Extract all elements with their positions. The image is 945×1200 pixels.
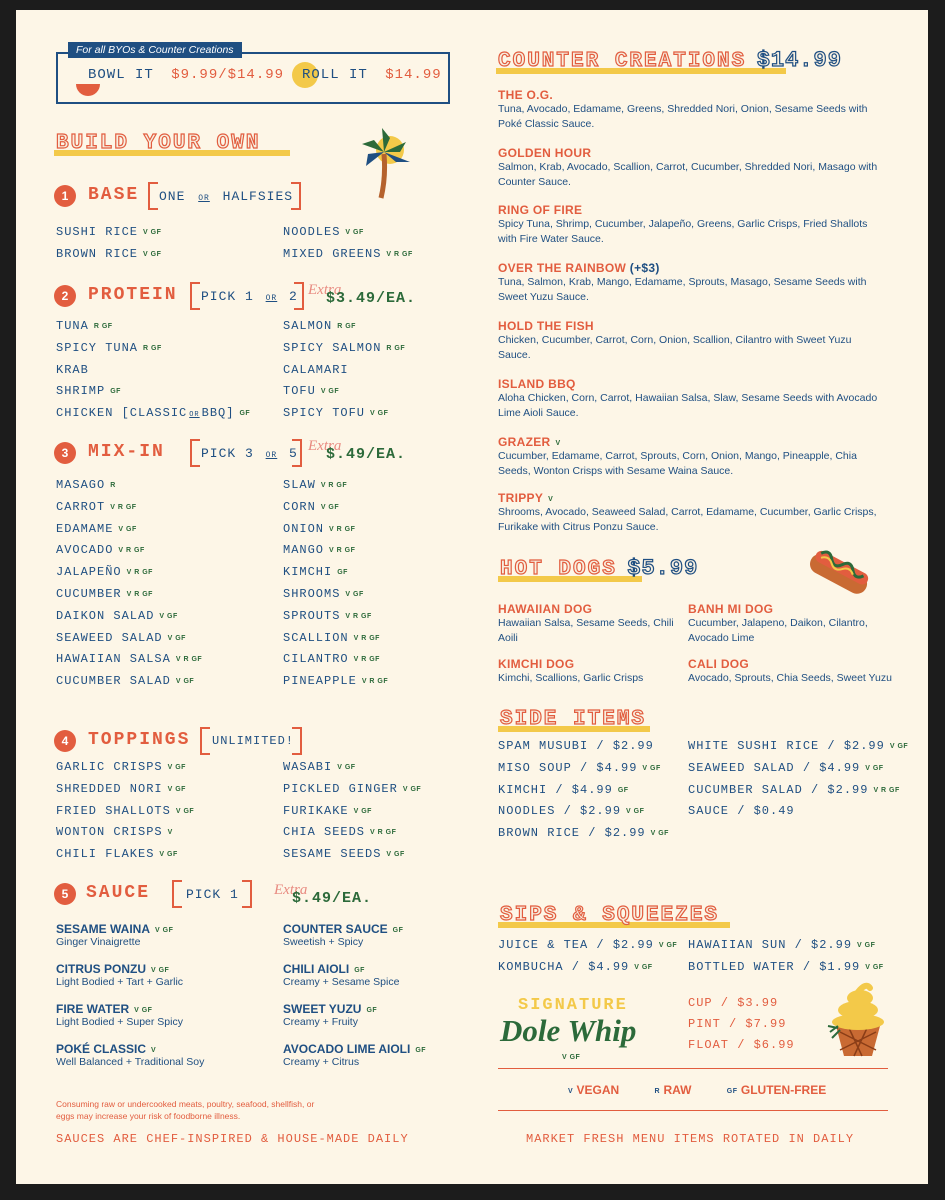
bracket-left — [190, 439, 200, 467]
sauce-item: CITRUS PONZU V GF Light Bodied + Tart + Garlic — [56, 962, 184, 988]
bowl-option — [88, 67, 284, 83]
hotdog-item: KIMCHI DOG Kimchi, Scallions, Garlic Crisps — [498, 657, 644, 684]
list-item: MASAGO R — [56, 478, 116, 492]
left-footer: SAUCES ARE CHEF-INSPIRED & HOUSE-MADE DAILY — [56, 1132, 409, 1146]
hotdogs-header — [500, 556, 698, 581]
bracket-left — [148, 182, 158, 210]
creation-item: ISLAND BBQ Aloha Chicken, Corn, Carrot, Hawaiian Salsa, Slaw, Sesame Seeds with Avocado Lime Aioli Sauce. — [498, 377, 878, 419]
list-item: SPICY TOFU V GF — [283, 406, 389, 421]
list-item: MISO SOUP / $4.99 V GF — [498, 760, 661, 775]
list-item: MANGO V R GF — [283, 543, 356, 558]
mixin-right-list — [283, 475, 388, 693]
disclaimer: Consuming raw or undercooked meats, poultry, seafood, shellfish, or eggs may increase your risk of foodborne illness. — [56, 1099, 315, 1121]
creation-item: HOLD THE FISH Chicken, Cucumber, Carrot, Corn, Onion, Scallion, Cilantro with Sweet Yuzu Sauce. — [498, 319, 852, 361]
legend-item: GF GLUTEN-FREE — [726, 1083, 827, 1097]
list-item: SHREDDED NORI V GF — [56, 781, 186, 796]
protein-right-list — [283, 316, 405, 425]
bracket-right — [242, 880, 252, 908]
creations-title: COUNTER CREATIONS — [498, 50, 747, 73]
list-item: FURIKAKE V GF — [283, 803, 372, 818]
divider — [498, 1068, 888, 1069]
dole-tags: V GF — [562, 1054, 581, 1061]
bowl-name: BOWL IT — [88, 67, 154, 83]
list-item: FLOAT / $6.99 — [688, 1037, 795, 1052]
list-item: JALAPEÑO V R GF — [56, 565, 153, 580]
list-item: SESAME SEEDS V GF — [283, 847, 405, 862]
list-item: TUNA R GF — [56, 319, 113, 333]
creations-header — [498, 48, 842, 73]
list-item: KOMBUCHA / $4.99 V GF — [498, 959, 653, 974]
list-item: CUCUMBER SALAD V GF — [56, 674, 195, 689]
list-item: SEAWEED SALAD V GF — [56, 630, 186, 645]
list-item: DAIKON SALAD V GF — [56, 608, 178, 623]
mixin-left-list — [56, 475, 202, 693]
list-item: WHITE SUSHI RICE / $2.99 V GF — [688, 739, 909, 753]
bracket-left — [172, 880, 182, 908]
creation-item: THE O.G. Tuna, Avocado, Edamame, Greens, Shredded Nori, Onion, Sesame Seeds with Poké Classic Sauce. — [498, 88, 868, 130]
sips-right-list — [688, 935, 884, 979]
list-item: AVOCADO V R GF — [56, 543, 145, 558]
pineapple-whip-icon — [822, 980, 892, 1060]
list-item: BROWN RICE V GF — [56, 246, 162, 261]
creation-item: RING OF FIRE Spicy Tuna, Shrimp, Cucumber, Jalapeño, Greens, Garlic Crisps, Fried Shallots with Fire Water Sauce. — [498, 203, 868, 245]
byo-title: BUILD YOUR OWN — [56, 132, 261, 155]
list-item: SHROOMS V GF — [283, 586, 364, 601]
list-item: WASABI V GF — [283, 760, 356, 774]
step-number: 3 — [54, 442, 76, 464]
list-item: KIMCHI GF — [283, 565, 348, 580]
step-number: 4 — [54, 730, 76, 752]
list-item: NOODLES / $2.99 V GF — [498, 804, 645, 819]
pick-b: HALFSIES — [222, 189, 294, 204]
list-item: GARLIC CRISPS V GF — [56, 760, 186, 774]
right-footer: MARKET FRESH MENU ITEMS ROTATED IN DAILY — [526, 1132, 855, 1146]
list-item: CILANTRO V R GF — [283, 652, 380, 667]
roll-option — [302, 67, 442, 83]
list-item: CUCUMBER V R GF — [56, 586, 153, 601]
legend-item: V VEGAN — [568, 1083, 620, 1097]
hotdogs-price: $5.99 — [627, 556, 699, 581]
list-item: CORN V GF — [283, 499, 340, 514]
list-item: HAWAIIAN SUN / $2.99 V GF — [688, 938, 876, 952]
list-item: KRAB — [56, 362, 89, 377]
list-item: SPICY SALMON R GF — [283, 340, 406, 355]
list-item: HAWAIIAN SALSA V R GF — [56, 652, 203, 667]
list-item: CALAMARI — [283, 362, 349, 377]
creations-price: $14.99 — [756, 48, 842, 73]
list-item: SALMON R GF — [283, 319, 356, 333]
signature-label: SIGNATURE — [518, 996, 628, 1015]
toppings-left-list — [56, 757, 194, 866]
sauce-item: SWEET YUZU GF Creamy + Fruity — [283, 1002, 378, 1028]
list-item: ONION V R GF — [283, 521, 356, 536]
protein-title: PROTEIN — [88, 285, 178, 305]
bracket-left — [190, 282, 200, 310]
creation-item: TRIPPY V Shrooms, Avocado, Seaweed Salad, Carrot, Edamame, Cucumber, Garlic Crisps, Furikake with Citrus Ponzu Sauce. — [498, 491, 877, 533]
list-item: KIMCHI / $4.99 GF — [498, 782, 629, 797]
sauce-left-list — [56, 922, 204, 1082]
bracket-right — [291, 182, 301, 210]
sips-title: SIPS & SQUEEZES — [500, 904, 720, 927]
sauce-item: AVOCADO LIME AIOLI GF Creamy + Citrus — [283, 1042, 427, 1068]
list-item: PICKLED GINGER V GF — [283, 781, 422, 796]
sides-right-list — [688, 736, 908, 823]
list-item: SPICY TUNA R GF — [56, 340, 162, 355]
list-item: CARROT V R GF — [56, 499, 137, 514]
diet-legend — [568, 1083, 826, 1097]
bowl-price: $9.99/$14.99 — [171, 67, 285, 83]
bracket-left — [200, 727, 210, 755]
bracket-right — [292, 727, 302, 755]
sauce-item: POKÉ CLASSIC V Well Balanced + Traditional Soy — [56, 1042, 205, 1068]
list-item: MIXED GREENS V R GF — [283, 246, 413, 261]
protein-pick: PICK 1 OR 2 — [201, 289, 298, 304]
list-item: SEAWEED SALAD / $4.99 V GF — [688, 760, 884, 775]
dole-sizes — [688, 993, 795, 1055]
sauce-right-list — [283, 922, 426, 1082]
sauce-title: SAUCE — [86, 883, 151, 903]
sauce-item: SESAME WAINA V GF Ginger Vinaigrette — [56, 922, 174, 948]
list-item: SCALLION V R GF — [283, 630, 380, 645]
step-number: 1 — [54, 185, 76, 207]
base-left-list — [56, 222, 161, 266]
sauce-pick: PICK 1 — [186, 887, 239, 902]
list-item: SPROUTS V R GF — [283, 608, 372, 623]
base-right-list — [283, 222, 413, 266]
list-item: NOODLES V GF — [283, 225, 364, 239]
list-item: SLAW V R GF — [283, 478, 348, 492]
hotdog-item: HAWAIIAN DOG Hawaiian Salsa, Sesame Seeds, Chili Aoili — [498, 602, 674, 644]
pick-a: ONE — [159, 189, 186, 204]
list-item: PINT / $7.99 — [688, 1016, 787, 1031]
sauce-item: CHILI AIOLI GF Creamy + Sesame Spice — [283, 962, 400, 988]
hotdogs-title: HOT DOGS — [500, 558, 617, 581]
list-item: BROWN RICE / $2.99 V GF — [498, 826, 669, 841]
list-item: SPAM MUSUBI / $2.99 — [498, 739, 654, 753]
toppings-right-list — [283, 757, 421, 866]
sauce-item: FIRE WATER V GF Light Bodied + Super Spicy — [56, 1002, 183, 1028]
list-item: CUCUMBER SALAD / $2.99 V R GF — [688, 782, 900, 797]
list-item: CHIA SEEDS V R GF — [283, 825, 397, 840]
list-item: PINEAPPLE V R GF — [283, 674, 389, 689]
list-item: CHILI FLAKES V GF — [56, 847, 178, 862]
base-pick — [159, 189, 293, 204]
bracket-right — [294, 282, 304, 310]
creations-list — [498, 88, 878, 547]
divider — [498, 1110, 888, 1111]
hotdog-item: CALI DOG Avocado, Sprouts, Chia Seeds, Sweet Yuzu — [688, 657, 892, 684]
sides-title: SIDE ITEMS — [500, 708, 647, 731]
list-item: EDAMAME V GF — [56, 521, 137, 536]
base-title: BASE — [88, 185, 140, 205]
roll-name: ROLL IT — [302, 67, 368, 83]
banner-label: For all BYOs & Counter Creations — [68, 42, 242, 58]
creation-item: GRAZER V Cucumber, Edamame, Carrot, Sprouts, Corn, Onion, Mango, Pineapple, Chia Seeds, Wonton Crisps with Sesame Waina Sauce. — [498, 435, 857, 477]
list-item: CUP / $3.99 — [688, 996, 779, 1010]
sips-left-list — [498, 935, 677, 979]
pick-or: OR — [198, 194, 210, 203]
list-item: TOFU V GF — [283, 384, 340, 399]
list-item: SAUCE / $0.49 — [688, 804, 795, 819]
roll-price: $14.99 — [385, 67, 442, 83]
mixin-pick: PICK 3 OR 5 — [201, 446, 298, 461]
menu-page: For all BYOs & Counter Creations BOWL IT $9.99/$14.99 ROLL IT $14.99 BUILD YOUR OWN 1 BASE ONE OR HALFSIES SUSHI RICE V GF BROWN RICE V GF NOODLES V GF MIXED GREENS V R GF 2 PROTEIN PICK 1 OR 2 Extra $3.49/EA. TUNA R GF SPICY TUNA R GF KRAB SHRIMP GF CHICKEN [CLASSIC OR BBQ] GF SALMON R GF SPICY SALMON R GF CALAMARI TOFU V GF SPICY TOFU V GF 3 MIX-IN PICK 3 OR 5 Extra $.49/EA. MASAGO R CARROT V R GF EDAMAME V GF AVOCADO V R GF JALAPEÑO V R GF CUCUMBER V R GF DAIKON SALAD V GF SEAWEED SALAD V GF HAWAIIAN SALSA V R GF CUCUMBER SALAD V GF SLAW V R GF CORN V GF ONION V R GF MANGO V R GF KIMCHI GF SHROOMS V GF SPROUTS V R GF SCALLION V R GF CILANTRO V R GF PINEAPPLE V R GF 4 TOPPINGS UNLIMITED! GARLIC CRISPS V GF SHREDDED NORI V GF FRIED SHALLOTS V GF WONTON CRISPS V CHILI FLAKES V GF WASABI V GF PICKLED GINGER V GF FURIKAKE V GF CHIA SEEDS V R GF SESAME SEEDS V GF 5 SAUCE PICK 1 Extra $.49/EA. SESAME WAINA V GF Ginger Vinaigrette CITRUS PONZU V GF Light Bodied + Tart + Garlic FIRE WATER V GF Light Bodied + Super Spicy POKÉ CLASSIC V Well Balanced + Traditional Soy COUNTER SAUCE GF Sweetish + Spicy CHILI AIOLI GF Creamy + Sesame Spice SWEET YUZU GF Creamy + Fruity AVOCADO LIME AIOLI GF Creamy + Citrus Consuming raw or undercooked meats, poultry, seafood, shellfish, or eggs may increase your risk of foodborne illness. SAUCES ARE CHEF-INSPIRED & HOUSE-MADE DAILY COUNTER CREATIONS $14.99 THE O.G. Tuna, Avocado, Edamame, Greens, Shredded Nori, Onion, Sesame Seeds with Poké Classic Sauce. GOLDEN HOUR Salmon, Krab, Avocado, Scallion, Carrot, Cucumber, Shredded Nori, Masago with Counter Sauce. RING OF FIRE Spicy Tuna, Shrimp, Cucumber, Jalapeño, Greens, Garlic Crisps, Fried Shallots with Fire Water Sauce. OVER THE RAINBOW (+$3) Tuna, Salmon, Krab, Mango, Edamame, Sprouts, Masago, Sesame Seeds with Sweet Yuzu Sauce. HOLD THE FISH Chicken, Cucumber, Carrot, Corn, Onion, Scallion, Cilantro with Sweet Yuzu Sauce. ISLAND BBQ Aloha Chicken, Corn, Carrot, Hawaiian Salsa, Slaw, Sesame Seeds with Avocado Lime Aioli Sauce. GRAZER V Cucumber, Edamame, Carrot, Sprouts, Corn, Onion, Mango, Pineapple, Chia Seeds, Wonton Crisps with Sesame Waina Sauce. TRIPPY V Shrooms, Avocado, Seaweed Salad, Carrot, Edamame, Cucumber, Garlic Crisps, Furikake with Citrus Ponzu Sauce. HOT DOGS $5.99 HAWAIIAN DOG Hawaiian Salsa, Sesame Seeds, Chili Aoili BANH MI DOG Cucumber, Jalapeno, Daikon, Cilantro, Avocado Lime KIMCHI DOG Kimchi, Scallions, Garlic Crisps CALI DOG Avocado, Sprouts, Chia Seeds, Sweet Yuzu SIDE ITEMS SPAM MUSUBI / $2.99 MISO SOUP / $4.99 V GF KIMCHI / $4.99 GF NOODLES / $2.99 V GF BROWN RICE / $2.99 V GF WHITE SUSHI RICE / $2.99 V GF SEAWEED SALAD / $4.99 V GF CUCUMBER SALAD / $2.99 V R GF SAUCE / $0.49 SIPS & SQUEEZES JUICE & TEA / $2.99 V GF KOMBUCHA / $4.99 V GF HAWAIIAN SUN / $2.99 V GF BOTTLED WATER / $1.99 V GF SIGNATURE Dole Whip V GF CUP / $3.99 PINT / $7.99 FLOAT / $6.99 V VEGAN R RAW GF GLUTEN-FREE MARKET FRESH MENU ITEMS ROTATED IN DAILY — [16, 10, 928, 1184]
step-number: 5 — [54, 883, 76, 905]
list-item: JUICE & TEA / $2.99 V GF — [498, 938, 678, 952]
protein-left-list — [56, 316, 250, 426]
creation-item: OVER THE RAINBOW (+$3) Tuna, Salmon, Krab, Mango, Edamame, Sprouts, Masago, Sesame Seeds with Sweet Yuzu Sauce. — [498, 261, 867, 303]
bracket-right — [292, 439, 302, 467]
toppings-title: TOPPINGS — [88, 730, 191, 750]
list-item: WONTON CRISPS V — [56, 825, 173, 840]
step-number: 2 — [54, 285, 76, 307]
list-item: SHRIMP GF — [56, 384, 121, 399]
palm-tree-icon — [356, 122, 420, 202]
hotdog-item: BANH MI DOG Cucumber, Jalapeno, Daikon, Cilantro, Avocado Lime — [688, 602, 868, 644]
dole-whip-logo: Dole Whip — [500, 1013, 637, 1048]
sauce-item: COUNTER SAUCE GF Sweetish + Spicy — [283, 922, 404, 948]
list-item: FRIED SHALLOTS V GF — [56, 803, 195, 818]
list-item: CHICKEN [CLASSIC OR BBQ] GF — [56, 406, 251, 421]
creation-item: GOLDEN HOUR Salmon, Krab, Avocado, Scallion, Carrot, Cucumber, Shredded Nori, Masago with Counter Sauce. — [498, 146, 878, 188]
sides-left-list — [498, 736, 669, 845]
list-item: BOTTLED WATER / $1.99 V GF — [688, 959, 884, 974]
mixin-title: MIX-IN — [88, 442, 165, 462]
list-item: SUSHI RICE V GF — [56, 225, 162, 239]
toppings-pick: UNLIMITED! — [212, 734, 295, 748]
hot-dog-icon — [806, 544, 872, 602]
legend-item: R RAW — [654, 1083, 692, 1097]
